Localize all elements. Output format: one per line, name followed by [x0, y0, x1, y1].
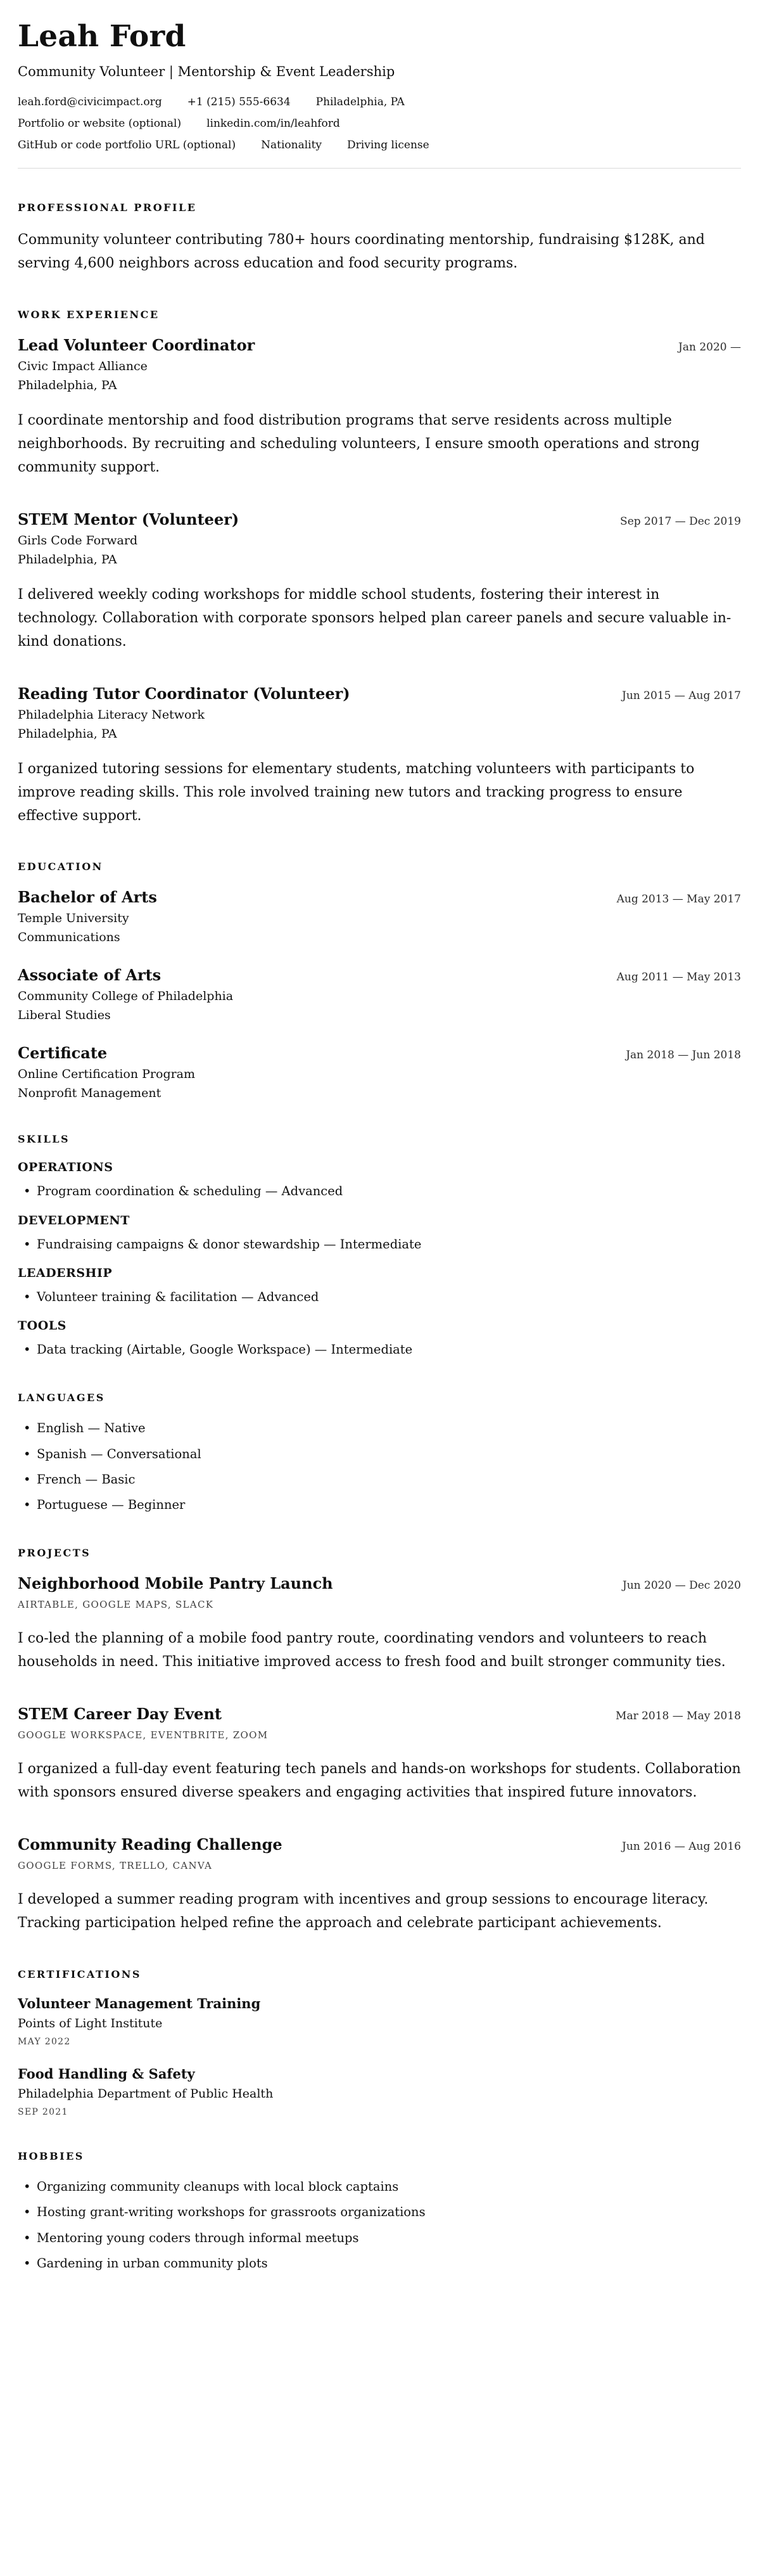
section-heading-certifications: CERTIFICATIONS [18, 1968, 141, 1981]
language-item: • Spanish — Conversational [18, 1445, 741, 1463]
section-certifications [18, 1968, 741, 2117]
job-location: Philadelphia, PA [18, 552, 117, 567]
skill-category: DEVELOPMENT [18, 1213, 130, 1227]
language-item: • English — Native [18, 1419, 741, 1437]
section-hobbies [18, 2150, 741, 2272]
section-heading-hobbies: HOBBIES [18, 2150, 84, 2163]
language-item: • Portuguese — Beginner [18, 1496, 741, 1514]
job-description: I coordinate mentorship and food distribution programs that serve residents across multiple neighborhoods. By recruiting and scheduling volunteers, I ensure smooth operations and strong community support. [18, 412, 700, 475]
hobby-item: • Gardening in urban community plots [18, 2254, 741, 2272]
skill-list [18, 1288, 741, 1306]
language-item: • French — Basic [18, 1470, 741, 1489]
project-dates: Jun 2016 — Aug 2016 [622, 1840, 741, 1854]
contact-email: leah.ford@civicimpact.org [18, 96, 162, 108]
project-dates: Mar 2018 — May 2018 [616, 1710, 741, 1723]
degree: Certificate [18, 1044, 108, 1063]
job-dates: Jan 2020 — [678, 340, 741, 354]
skill-item: • Volunteer training & facilitation — Advanced [18, 1288, 741, 1306]
project-description: I organized a full-day event featuring tech panels and hands-on workshops for students. Collaboration with sponsors ensured diverse speakers and engaging activities that inspired future innovators. [18, 1761, 741, 1801]
job-title: STEM Mentor (Volunteer) [18, 509, 239, 529]
skill-list [18, 1235, 741, 1253]
certification-date: SEP 2021 [18, 2107, 68, 2118]
certification-date: MAY 2022 [18, 2037, 71, 2047]
skill-category: OPERATIONS [18, 1160, 113, 1175]
hobby-list [18, 2177, 741, 2272]
education-dates: Aug 2013 — May 2017 [616, 893, 741, 906]
field-of-study: Nonprofit Management [18, 1086, 162, 1101]
profile-text: Community volunteer contributing 780+ hours coordinating mentorship, fundraising $128K, and serving 4,600 neighbors across education and food security programs. [18, 232, 705, 271]
education-entry-head [18, 888, 741, 906]
project-entry-head [18, 1574, 741, 1592]
school: Online Certification Program [18, 1067, 196, 1082]
education-dates: Jan 2018 — Jun 2018 [626, 1049, 741, 1062]
skill-item: • Fundraising campaigns & donor stewardship — Intermediate [18, 1235, 741, 1253]
contact-linkedin: linkedin.com/in/leahford [206, 117, 340, 130]
section-heading-profile: PROFESSIONAL PROFILE [18, 202, 197, 214]
education-entry [18, 888, 741, 944]
contact-row-1 [18, 96, 741, 108]
project-entry-head [18, 1705, 741, 1723]
contact-location: Philadelphia, PA [315, 96, 405, 108]
contact-row-2 [18, 117, 741, 130]
project-description: I developed a summer reading program with incentives and group sessions to encourage literacy. Tracking participation helped refine the approach and celebrate participant achievements. [18, 1892, 709, 1932]
work-entry-head [18, 336, 741, 354]
certification-entry [18, 2066, 741, 2117]
project-title: STEM Career Day Event [18, 1705, 222, 1724]
job-description: I organized tutoring sessions for elementary students, matching volunteers with participants to improve reading skills. This role involved training new tutors and tracking progress to ensure effective support. [18, 760, 695, 824]
project-stack: GOOGLE FORMS, TRELLO, CANVA [18, 1860, 213, 1872]
job-company: Philadelphia Literacy Network [18, 707, 205, 722]
header-divider [18, 168, 741, 169]
skills-group [18, 1160, 741, 1200]
section-heading-languages: LANGUAGES [18, 1392, 105, 1404]
project-entry [18, 1835, 741, 1935]
section-skills [18, 1133, 741, 1359]
section-heading-work: WORK EXPERIENCE [18, 308, 160, 321]
skill-item: • Program coordination & scheduling — Advanced [18, 1182, 741, 1200]
project-description: I co-led the planning of a mobile food pantry route, coordinating vendors and volunteers to reach households in need. This initiative improved access to fresh food and built stronger community ties. [18, 1631, 726, 1670]
work-entry-head [18, 684, 741, 703]
certification-issuer: Philadelphia Department of Public Health [18, 2087, 274, 2101]
hobby-item: • Hosting grant-writing workshops for grassroots organizations [18, 2203, 741, 2221]
project-entry [18, 1574, 741, 1674]
section-heading-projects: PROJECTS [18, 1547, 91, 1560]
hobby-item: • Mentoring young coders through informal meetups [18, 2229, 741, 2247]
certification-title: Volunteer Management Training [18, 1996, 261, 2012]
certification-issuer: Points of Light Institute [18, 2016, 163, 2031]
contact-row-3 [18, 139, 741, 151]
project-stack: AIRTABLE, GOOGLE MAPS, SLACK [18, 1599, 214, 1611]
job-location: Philadelphia, PA [18, 726, 117, 741]
section-languages [18, 1392, 741, 1514]
candidate-name: Leah Ford [18, 19, 186, 54]
skills-group [18, 1214, 741, 1253]
job-location: Philadelphia, PA [18, 378, 117, 392]
contact-github: GitHub or code portfolio URL (optional) [18, 139, 236, 151]
education-entry-head [18, 1044, 741, 1062]
section-projects [18, 1547, 741, 1935]
resume-header [18, 19, 741, 151]
education-entry [18, 1044, 741, 1100]
job-company: Civic Impact Alliance [18, 359, 148, 373]
section-work-experience [18, 309, 741, 828]
education-entry [18, 966, 741, 1022]
degree: Associate of Arts [18, 966, 162, 985]
skills-group [18, 1266, 741, 1306]
skill-list [18, 1182, 741, 1200]
project-entry [18, 1705, 741, 1805]
contact-nationality: Nationality [261, 139, 322, 151]
hobby-item: • Organizing community cleanups with local block captains [18, 2177, 741, 2196]
project-entry-head [18, 1835, 741, 1854]
project-dates: Jun 2020 — Dec 2020 [622, 1579, 741, 1592]
skill-item: • Data tracking (Airtable, Google Workspace) — Intermediate [18, 1340, 741, 1359]
skills-group [18, 1319, 741, 1359]
education-entry-head [18, 966, 741, 984]
job-description: I delivered weekly coding workshops for middle school students, fostering their interest in technology. Collaboration with corporate sponsors helped plan career panels and secure valuable in-kind donations. [18, 586, 732, 650]
project-title: Community Reading Challenge [18, 1835, 282, 1854]
job-company: Girls Code Forward [18, 533, 138, 548]
contact-phone: +1 (215) 555-6634 [187, 96, 291, 108]
job-dates: Jun 2015 — Aug 2017 [622, 689, 741, 702]
skill-list [18, 1340, 741, 1359]
contact-portfolio: Portfolio or website (optional) [18, 117, 182, 130]
headline: Community Volunteer | Mentorship & Event Leadership [18, 64, 395, 79]
project-stack: GOOGLE WORKSPACE, EVENTBRITE, ZOOM [18, 1729, 269, 1741]
work-entry [18, 336, 741, 480]
section-education [18, 861, 741, 1100]
skill-category: LEADERSHIP [18, 1266, 113, 1280]
work-entry-head [18, 510, 741, 529]
field-of-study: Liberal Studies [18, 1008, 111, 1023]
work-entry [18, 510, 741, 654]
language-list [18, 1419, 741, 1514]
certification-title: Food Handling & Safety [18, 2066, 195, 2082]
school: Community College of Philadelphia [18, 989, 234, 1004]
job-title: Reading Tutor Coordinator (Volunteer) [18, 684, 350, 703]
project-title: Neighborhood Mobile Pantry Launch [18, 1574, 333, 1593]
section-professional-profile [18, 202, 741, 276]
work-entry [18, 684, 741, 828]
certification-entry [18, 1996, 741, 2047]
contact-driving-license: Driving license [347, 139, 429, 151]
education-dates: Aug 2011 — May 2013 [616, 971, 741, 984]
skill-category: TOOLS [18, 1319, 66, 1333]
job-dates: Sep 2017 — Dec 2019 [620, 515, 741, 528]
degree: Bachelor of Arts [18, 888, 157, 907]
job-title: Lead Volunteer Coordinator [18, 335, 255, 354]
field-of-study: Communications [18, 930, 120, 945]
section-heading-education: EDUCATION [18, 861, 103, 873]
section-heading-skills: SKILLS [18, 1133, 70, 1146]
school: Temple University [18, 911, 129, 926]
